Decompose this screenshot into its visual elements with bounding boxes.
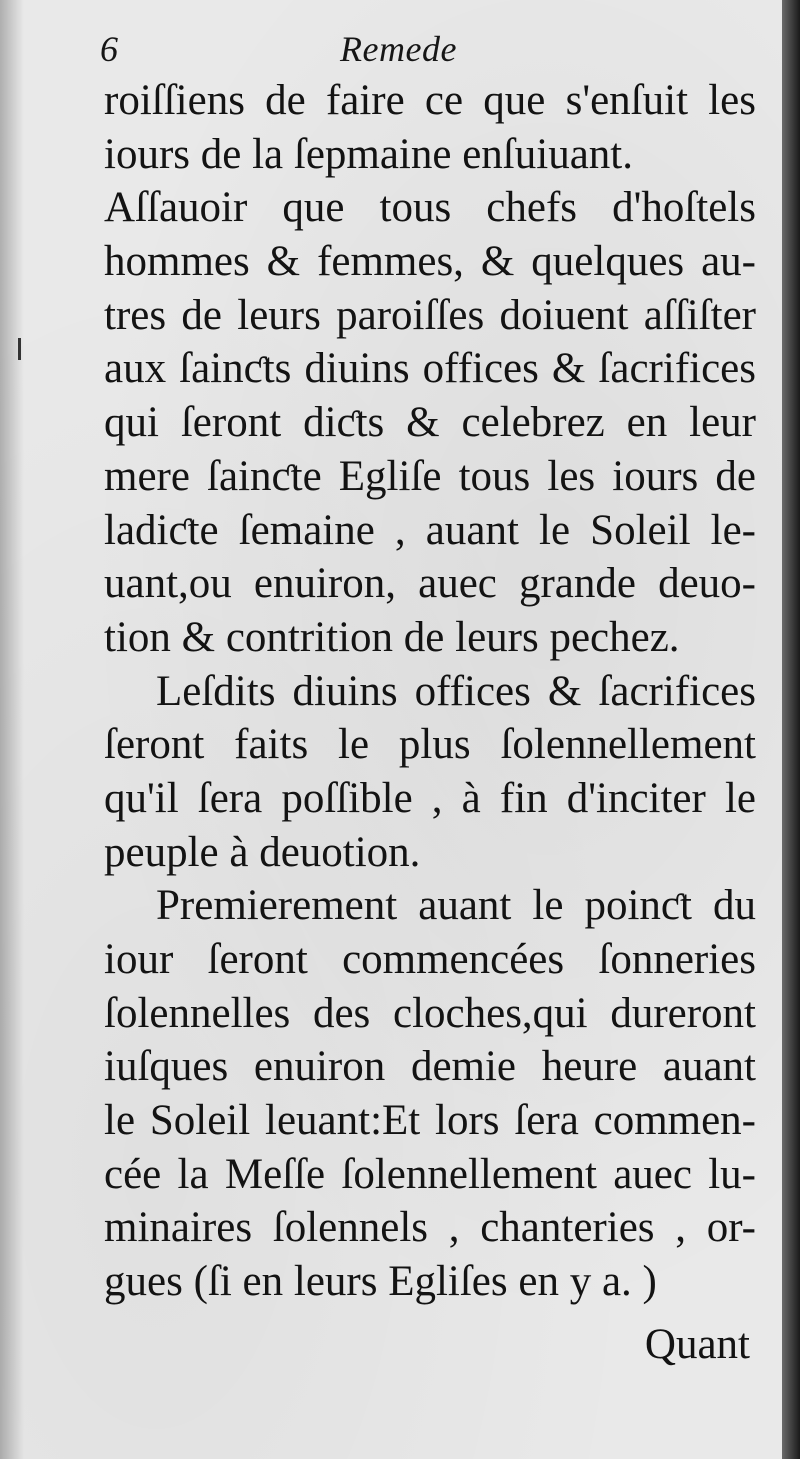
text-line: qui ſeront diƈts & celebrez en leur bbox=[104, 399, 756, 447]
text-line: iuſques enuiron demie heure auant bbox=[104, 1043, 756, 1091]
text-line: cée la Meſſe ſolennellement auec lu- bbox=[104, 1150, 756, 1198]
catchword: Quant bbox=[644, 1321, 750, 1368]
text-line: le Soleil leuant:Et lors ſera commen- bbox=[104, 1097, 756, 1145]
running-title: Remede bbox=[340, 29, 457, 69]
text-line: mere ſainƈte Egliſe tous les iours de bbox=[104, 452, 756, 500]
text-line: Aſſauoir que tous chefs d'hoſtels bbox=[104, 184, 756, 232]
text-line: roiſſiens de faire ce que s'enſuit les bbox=[104, 77, 756, 124]
gutter-shadow bbox=[0, 0, 24, 1459]
text-line: aux ſainƈts diuins offices & ſacrifices bbox=[104, 345, 756, 393]
body-text bbox=[104, 74, 756, 1309]
text-line: iour ſeront commencées ſonneries bbox=[104, 936, 756, 983]
text-line: tres de leurs paroiſſes doiuent aſſiſter bbox=[104, 291, 756, 339]
running-head bbox=[100, 18, 750, 74]
page-edge bbox=[782, 0, 800, 1459]
text-line: iours de la ſepmaine enſuiuant. bbox=[104, 130, 633, 178]
page-number: 6 bbox=[100, 29, 118, 69]
text-line: qu'il ſera poſſible , à fin d'inciter le bbox=[104, 774, 756, 822]
text-line: hommes & femmes, & quelques au- bbox=[104, 238, 756, 286]
text-line: ladiƈte ſemaine , auant le Soleil le- bbox=[104, 506, 756, 554]
text-line: minaires ſolennels , chanteries , or- bbox=[104, 1204, 756, 1252]
text-line: ſolennelles des cloches,qui dureront bbox=[104, 989, 756, 1037]
text-line: Premierement auant le poinƈt du bbox=[156, 882, 756, 930]
text-line: uant,ou enuiron, auec grande deuo- bbox=[104, 560, 756, 608]
margin-mark bbox=[18, 338, 21, 360]
text-line: tion & contrition de leurs pechez. bbox=[104, 613, 680, 661]
text-line: gues (ſi en leurs Egliſes en y a. ) bbox=[104, 1258, 657, 1306]
text-line: Leſdits diuins offices & ſacrifices bbox=[156, 667, 756, 715]
text-line: peuple à deuotion. bbox=[104, 828, 421, 876]
text-line: ſeront faits le plus ſolennellement bbox=[104, 721, 756, 769]
